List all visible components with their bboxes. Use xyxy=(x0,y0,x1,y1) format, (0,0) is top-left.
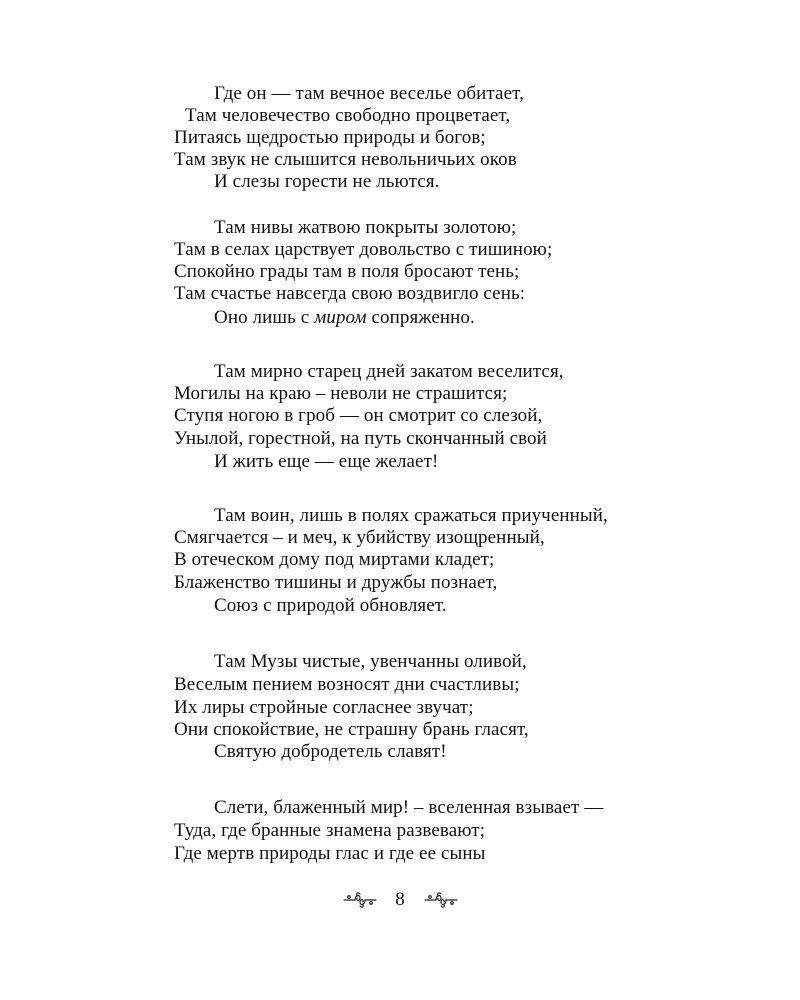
poem-line: И слезы горести не льются. xyxy=(214,171,440,192)
poem-line: Слети, блаженный мир! – вселенная взывает — xyxy=(214,797,604,818)
poem-line: Там нивы жатвою покрыты золотою; xyxy=(214,217,517,238)
poem-line: И жить еще — еще желает! xyxy=(214,451,439,472)
poem-line-text: Оно лишь с xyxy=(214,307,315,328)
poem-line: Там воин, лишь в полях сражаться приученный, xyxy=(214,505,608,526)
poem-line: Святую добродетель славят! xyxy=(214,741,447,762)
poem-line: Ступя ногою в гроб — он смотрит со слезой, xyxy=(174,405,543,426)
poem-line: Блаженство тишины и дружбы познает, xyxy=(174,572,498,593)
ornament-scroll-icon xyxy=(424,891,458,909)
poem-line: Они спокойствие, не страшну брань гласят, xyxy=(174,719,529,740)
poem-line: Их лиры стройные согласнее звучат; xyxy=(174,697,474,718)
poem-line: Там Музы чистые, увенчанны оливой, xyxy=(214,651,527,672)
poem-line: Где мертв природы глас и где ее сыны xyxy=(174,843,486,864)
poem-line: Туда, где бранные знамена развевают; xyxy=(174,820,486,841)
poem-line: Там мирно старец дней закатом веселится, xyxy=(214,361,564,382)
poem-line: Веселым пением возносят дни счастливы; xyxy=(174,674,520,695)
poem-line: Там человечество свободно процветает, xyxy=(185,105,511,126)
poem-line: Унылой, горестной, на путь скончанный свой xyxy=(174,428,547,449)
ornament-scroll-icon xyxy=(343,891,377,909)
poem-line-text: сопряженно. xyxy=(366,307,475,328)
poem-line: Союз с природой обновляет. xyxy=(214,595,447,616)
poem-line: В отеческом дому под миртами кладет; xyxy=(174,549,495,570)
poem-line: Смягчается – и меч, к убийству изощренный, xyxy=(174,527,545,548)
italic-word: миром xyxy=(314,307,367,328)
poem-line: Там звук не слышится невольничьих оков xyxy=(174,149,517,170)
poem-line: Питаясь щедростью природы и богов; xyxy=(174,127,486,148)
poem-line: Там счастье навсегда свою воздвигло сень: xyxy=(174,283,526,304)
poem-line: Там в селах царствует довольство с тишиною; xyxy=(174,239,553,260)
page-number: 8 xyxy=(395,888,405,910)
poem-line: Спокойно грады там в поля бросают тень; xyxy=(174,261,520,282)
poem-line: Где он — там вечное веселье обитает, xyxy=(214,83,524,104)
poem-line xyxy=(214,307,475,329)
page-footer xyxy=(0,886,800,912)
poem-line: Могилы на краю – неволи не страшится; xyxy=(174,383,508,404)
